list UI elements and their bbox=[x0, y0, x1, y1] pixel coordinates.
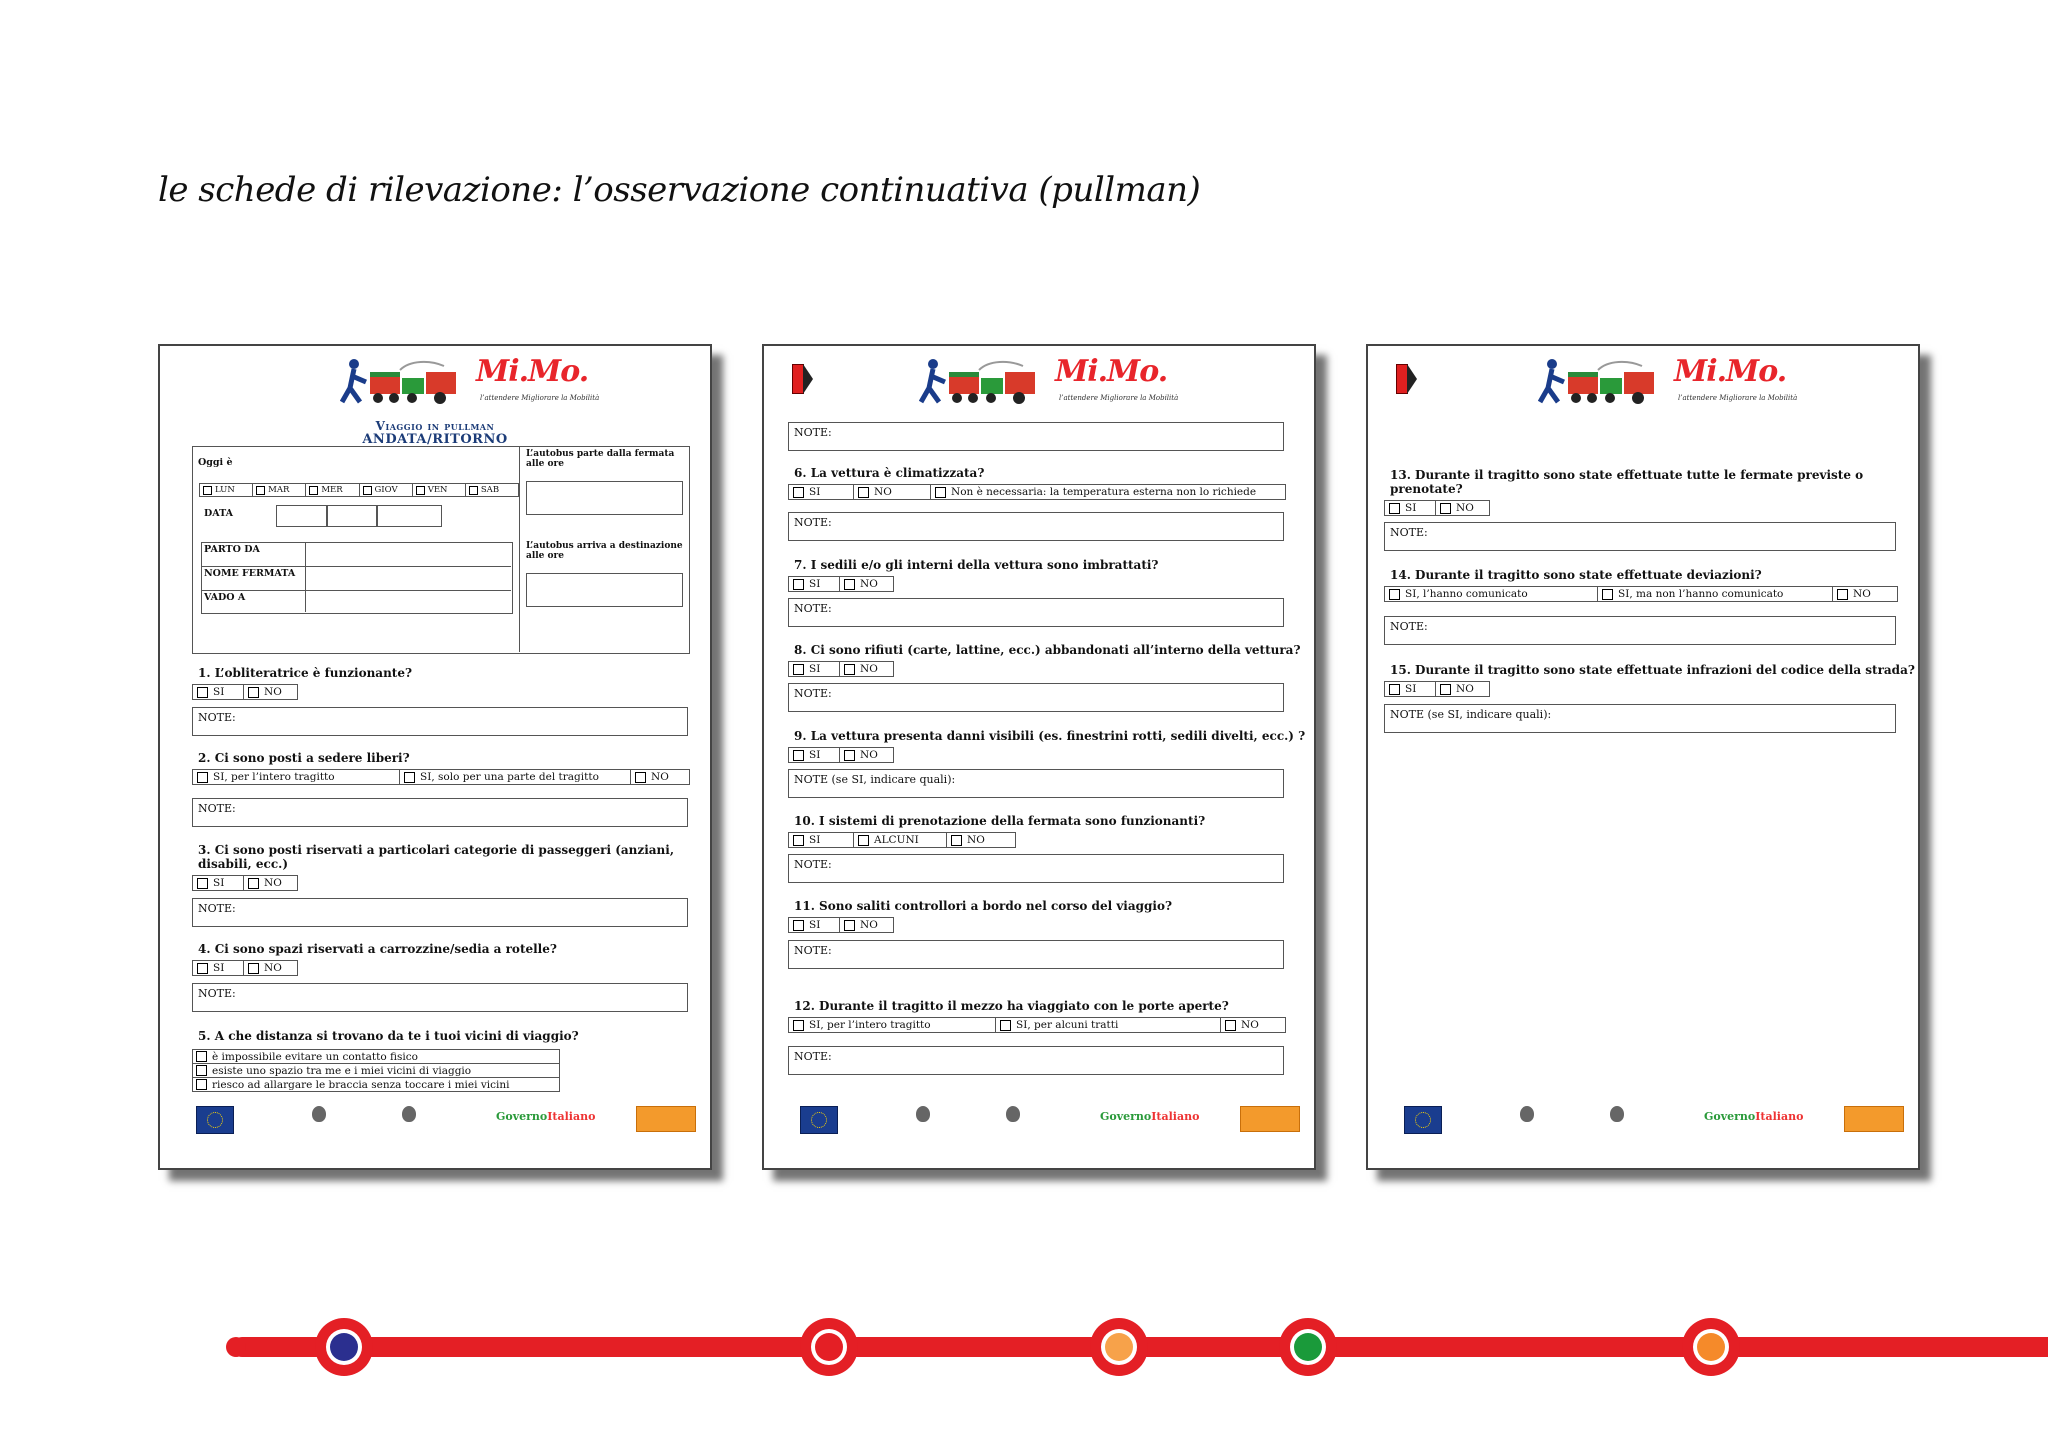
train-logo-icon bbox=[340, 358, 470, 410]
checkbox[interactable] bbox=[197, 878, 208, 889]
governo-logo: GovernoItaliano bbox=[496, 1110, 596, 1123]
q11-options bbox=[788, 917, 894, 933]
q14-options bbox=[1384, 586, 1898, 602]
checkbox[interactable] bbox=[197, 963, 208, 974]
q5-options bbox=[192, 1049, 560, 1092]
programme-logo-icon bbox=[1240, 1106, 1300, 1132]
checkbox[interactable] bbox=[469, 486, 478, 495]
eu-flag-icon bbox=[196, 1106, 234, 1134]
emblem-icon bbox=[1006, 1106, 1020, 1122]
programme-logo-icon bbox=[636, 1106, 696, 1132]
metro-station bbox=[1090, 1318, 1148, 1376]
q2-options bbox=[192, 769, 690, 785]
q5-option[interactable]: è impossibile evitare un contatto fisico bbox=[193, 1050, 559, 1064]
q15-options bbox=[1384, 681, 1490, 697]
q3-options bbox=[192, 875, 298, 891]
checkbox[interactable] bbox=[858, 835, 869, 846]
mimo-logo bbox=[1538, 352, 1798, 414]
programme-logo-icon bbox=[1844, 1106, 1904, 1132]
q12-note-field[interactable]: NOTE: bbox=[788, 1046, 1284, 1075]
question-14: 14. Durante il tragitto sono state effettuate deviazioni? bbox=[1390, 568, 1762, 582]
departure-time-field[interactable] bbox=[526, 481, 683, 515]
option-no[interactable]: NO bbox=[840, 577, 884, 591]
checkbox[interactable] bbox=[844, 579, 855, 590]
option-si-not-communicated[interactable]: SI, ma non l’hanno comunicato bbox=[1598, 587, 1833, 601]
checkbox[interactable] bbox=[197, 687, 208, 698]
q6-options bbox=[788, 484, 1286, 500]
station-dot bbox=[330, 1333, 358, 1361]
metro-station bbox=[315, 1318, 373, 1376]
q4-note-field[interactable]: NOTE: bbox=[192, 983, 688, 1012]
question-10: 10. I sistemi di prenotazione della fermata sono funzionanti? bbox=[794, 814, 1206, 828]
sponsor-logos bbox=[176, 1106, 696, 1150]
col-divider bbox=[305, 542, 306, 612]
checkbox[interactable] bbox=[309, 486, 318, 495]
question-4: 4. Ci sono spazi riservati a carrozzine/sedia a rotelle? bbox=[198, 942, 557, 956]
q5-option[interactable]: riesco ad allargare le braccia senza toccare i miei vicini bbox=[193, 1078, 559, 1091]
question-8: 8. Ci sono rifiuti (carte, lattine, ecc.) abbandonati all’interno della vettura? bbox=[794, 643, 1301, 657]
logo-wordmark: Mi.Mo. bbox=[1055, 354, 1168, 389]
arrival-time-label: L’autobus arriva a destinazione alle ore bbox=[526, 541, 683, 561]
checkbox[interactable] bbox=[951, 835, 962, 846]
option-si-full[interactable]: SI, per l’intero tragitto bbox=[193, 770, 400, 784]
checkbox[interactable] bbox=[196, 1065, 207, 1076]
checkbox[interactable] bbox=[248, 687, 259, 698]
destination-label: VADO A bbox=[204, 592, 246, 603]
departure-stop-label: PARTO DA bbox=[204, 544, 260, 555]
checkbox[interactable] bbox=[1389, 503, 1400, 514]
q13-note-field[interactable]: NOTE: bbox=[1384, 522, 1896, 551]
checkbox[interactable] bbox=[1389, 684, 1400, 695]
logo-tagline: l’attendere Migliorare la Mobilità bbox=[1678, 394, 1798, 402]
mimo-logo bbox=[340, 352, 600, 414]
option-si[interactable]: SI bbox=[789, 485, 854, 499]
day-option[interactable]: LUN bbox=[200, 484, 253, 496]
station-dot bbox=[1294, 1333, 1322, 1361]
checkbox[interactable] bbox=[203, 486, 212, 495]
q9-options bbox=[788, 747, 894, 763]
logo-tagline: l’attendere Migliorare la Mobilità bbox=[1059, 394, 1179, 402]
emblem-icon bbox=[402, 1106, 416, 1122]
header-subtitle: ANDATA/RITORNO bbox=[362, 432, 508, 447]
checkbox[interactable] bbox=[793, 664, 804, 675]
checkbox[interactable] bbox=[858, 487, 869, 498]
option-si[interactable]: SI bbox=[193, 685, 244, 699]
arrival-time-field[interactable] bbox=[526, 573, 683, 607]
header-title: Viaggio in pullman bbox=[375, 419, 495, 433]
governo-logo: GovernoItaliano bbox=[1704, 1110, 1804, 1123]
checkbox[interactable] bbox=[363, 486, 372, 495]
option-no[interactable]: NO bbox=[244, 685, 288, 699]
q3-note-field[interactable]: NOTE: bbox=[192, 898, 688, 927]
checkbox[interactable] bbox=[404, 772, 415, 783]
option-no[interactable]: NO bbox=[244, 876, 288, 890]
sponsor-logos bbox=[1384, 1106, 1904, 1150]
q8-note-field[interactable]: NOTE: bbox=[788, 683, 1284, 712]
departure-time-label: L’autobus parte dalla fermata alle ore bbox=[526, 449, 675, 469]
question-2: 2. Ci sono posti a sedere liberi? bbox=[198, 751, 410, 765]
checkbox[interactable] bbox=[1602, 589, 1613, 600]
option-si[interactable]: SI bbox=[1385, 501, 1436, 515]
checkbox[interactable] bbox=[1389, 589, 1400, 600]
question-3: 3. Ci sono posti riservati a particolari categorie di passeggeri (anziani, disabili, ecc.) bbox=[198, 843, 675, 871]
train-logo-icon bbox=[1538, 358, 1668, 410]
q2-note-field[interactable]: NOTE: bbox=[192, 798, 688, 827]
question-15: 15. Durante il tragitto sono state effettuate infrazioni del codice della strada? bbox=[1390, 663, 1915, 677]
question-6: 6. La vettura è climatizzata? bbox=[794, 466, 985, 480]
checkbox[interactable] bbox=[248, 963, 259, 974]
logo-wordmark: Mi.Mo. bbox=[1674, 354, 1787, 389]
checkbox[interactable] bbox=[196, 1051, 207, 1062]
oggi-label: Oggi è bbox=[198, 457, 233, 468]
option-no[interactable]: NO bbox=[840, 662, 884, 676]
option-alcuni[interactable]: ALCUNI bbox=[854, 833, 947, 847]
mimo-logo bbox=[919, 352, 1179, 414]
option-not-needed[interactable]: Non è necessaria: la temperatura esterna non lo richiede bbox=[931, 485, 1262, 499]
checkbox[interactable] bbox=[635, 772, 646, 783]
option-si[interactable]: SI bbox=[193, 876, 244, 890]
option-si-communicated[interactable]: SI, l’hanno comunicato bbox=[1385, 587, 1598, 601]
date-year-field[interactable] bbox=[376, 505, 442, 527]
option-no[interactable]: NO bbox=[631, 770, 675, 784]
option-no[interactable]: NO bbox=[840, 748, 884, 762]
q5-option[interactable]: esiste uno spazio tra me e i miei vicini di viaggio bbox=[193, 1064, 559, 1078]
checkbox[interactable] bbox=[793, 835, 804, 846]
q8-options bbox=[788, 661, 894, 677]
checkbox[interactable] bbox=[844, 750, 855, 761]
eu-flag-icon bbox=[800, 1106, 838, 1134]
option-no[interactable]: NO bbox=[1221, 1018, 1265, 1032]
emblem-icon bbox=[312, 1106, 326, 1122]
checkbox[interactable] bbox=[1440, 503, 1451, 514]
emblem-icon bbox=[916, 1106, 930, 1122]
metro-station bbox=[1279, 1318, 1337, 1376]
checkbox[interactable] bbox=[1440, 684, 1451, 695]
option-si-partial[interactable]: SI, per alcuni tratti bbox=[996, 1018, 1221, 1032]
logo-wordmark: Mi.Mo. bbox=[476, 354, 589, 389]
train-logo-icon bbox=[919, 358, 1049, 410]
sponsor-logos bbox=[780, 1106, 1300, 1150]
eu-flag-icon bbox=[1404, 1106, 1442, 1134]
checkbox[interactable] bbox=[935, 487, 946, 498]
form-page-3 bbox=[1366, 344, 1920, 1170]
metro-station bbox=[1682, 1318, 1740, 1376]
logo-tagline: l’attendere Migliorare la Mobilità bbox=[480, 394, 600, 402]
checkbox[interactable] bbox=[197, 772, 208, 783]
option-no[interactable]: NO bbox=[840, 918, 884, 932]
option-si[interactable]: SI bbox=[789, 577, 840, 591]
checkbox[interactable] bbox=[793, 1020, 804, 1031]
question-13: 13. Durante il tragitto sono state effettuate tutte le fermate previste o prenotate? bbox=[1390, 468, 1864, 496]
q7-options bbox=[788, 576, 894, 592]
date-month-field[interactable] bbox=[326, 505, 378, 527]
q11-note-field[interactable]: NOTE: bbox=[788, 940, 1284, 969]
checkbox[interactable] bbox=[256, 486, 265, 495]
station-dot bbox=[1697, 1333, 1725, 1361]
emblem-icon bbox=[1520, 1106, 1534, 1122]
day-option[interactable]: GIOV bbox=[360, 484, 413, 496]
question-9: 9. La vettura presenta danni visibili (es. finestrini rotti, sedili divelti, ecc.) ? bbox=[794, 729, 1306, 743]
governo-logo: GovernoItaliano bbox=[1100, 1110, 1200, 1123]
checkbox[interactable] bbox=[793, 750, 804, 761]
emblem-icon bbox=[1610, 1106, 1624, 1122]
option-si[interactable]: SI bbox=[789, 748, 840, 762]
checkbox[interactable] bbox=[416, 486, 425, 495]
option-si-full[interactable]: SI, per l’intero tragitto bbox=[789, 1018, 996, 1032]
metro-station bbox=[800, 1318, 858, 1376]
checkbox[interactable] bbox=[793, 579, 804, 590]
option-no[interactable]: NO bbox=[947, 833, 991, 847]
q10-note-field[interactable]: NOTE: bbox=[788, 854, 1284, 883]
checkbox[interactable] bbox=[196, 1079, 207, 1090]
station-dot bbox=[1105, 1333, 1133, 1361]
form-page-1 bbox=[158, 344, 712, 1170]
question-5: 5. A che distanza si trovano da te i tuoi vicini di viaggio? bbox=[198, 1029, 579, 1043]
question-1: 1. L’obliteratrice è funzionante? bbox=[198, 666, 413, 680]
option-si[interactable]: SI bbox=[789, 918, 840, 932]
q15-note-field[interactable]: NOTE (se SI, indicare quali): bbox=[1384, 704, 1896, 733]
q12-options bbox=[788, 1017, 1286, 1033]
q1-options bbox=[192, 684, 298, 700]
form-page-2 bbox=[762, 344, 1316, 1170]
option-no[interactable]: NO bbox=[1833, 587, 1877, 601]
q6-note-field[interactable]: NOTE: bbox=[788, 512, 1284, 541]
option-si[interactable]: SI bbox=[1385, 682, 1436, 696]
weekday-selector bbox=[199, 483, 519, 497]
date-day-field[interactable] bbox=[276, 505, 328, 527]
q7-note-field[interactable]: NOTE: bbox=[788, 598, 1284, 627]
station-dot bbox=[815, 1333, 843, 1361]
stop-name-label: NOME FERMATA bbox=[204, 568, 296, 579]
checkbox[interactable] bbox=[844, 664, 855, 675]
option-no[interactable]: NO bbox=[244, 961, 288, 975]
q10-options bbox=[788, 832, 1016, 848]
checkbox[interactable] bbox=[1000, 1020, 1011, 1031]
option-no[interactable]: NO bbox=[1436, 682, 1480, 696]
option-no[interactable]: NO bbox=[854, 485, 931, 499]
option-no[interactable]: NO bbox=[1436, 501, 1480, 515]
checkbox[interactable] bbox=[1225, 1020, 1236, 1031]
checkbox[interactable] bbox=[248, 878, 259, 889]
checkbox[interactable] bbox=[1837, 589, 1848, 600]
question-12: 12. Durante il tragitto il mezzo ha viaggiato con le porte aperte? bbox=[794, 999, 1229, 1013]
q4-options bbox=[192, 960, 298, 976]
checkbox[interactable] bbox=[793, 487, 804, 498]
day-option[interactable]: MER bbox=[306, 484, 359, 496]
option-si[interactable]: SI bbox=[193, 961, 244, 975]
q1-note-field[interactable]: NOTE: bbox=[192, 707, 688, 736]
checkbox[interactable] bbox=[844, 920, 855, 931]
date-label: DATA bbox=[204, 508, 234, 519]
question-11: 11. Sono saliti controllori a bordo nel corso del viaggio? bbox=[794, 899, 1172, 913]
option-si[interactable]: SI bbox=[789, 662, 840, 676]
row-divider bbox=[201, 590, 511, 591]
divider bbox=[519, 446, 520, 652]
option-si-partial[interactable]: SI, solo per una parte del tragitto bbox=[400, 770, 631, 784]
slide-title: le schede di rilevazione: l’osservazione continuativa (pullman) bbox=[158, 170, 1201, 210]
q13-options bbox=[1384, 500, 1490, 516]
question-7: 7. I sedili e/o gli interni della vettura sono imbrattati? bbox=[794, 558, 1159, 572]
option-si[interactable]: SI bbox=[789, 833, 854, 847]
q5-note-field[interactable]: NOTE: bbox=[788, 422, 1284, 451]
q9-note-field[interactable]: NOTE (se SI, indicare quali): bbox=[788, 769, 1284, 798]
row-divider bbox=[201, 566, 511, 567]
checkbox[interactable] bbox=[793, 920, 804, 931]
day-option[interactable]: MAR bbox=[253, 484, 306, 496]
q14-note-field[interactable]: NOTE: bbox=[1384, 616, 1896, 645]
day-option[interactable]: SAB bbox=[466, 484, 518, 496]
day-option[interactable]: VEN bbox=[413, 484, 466, 496]
